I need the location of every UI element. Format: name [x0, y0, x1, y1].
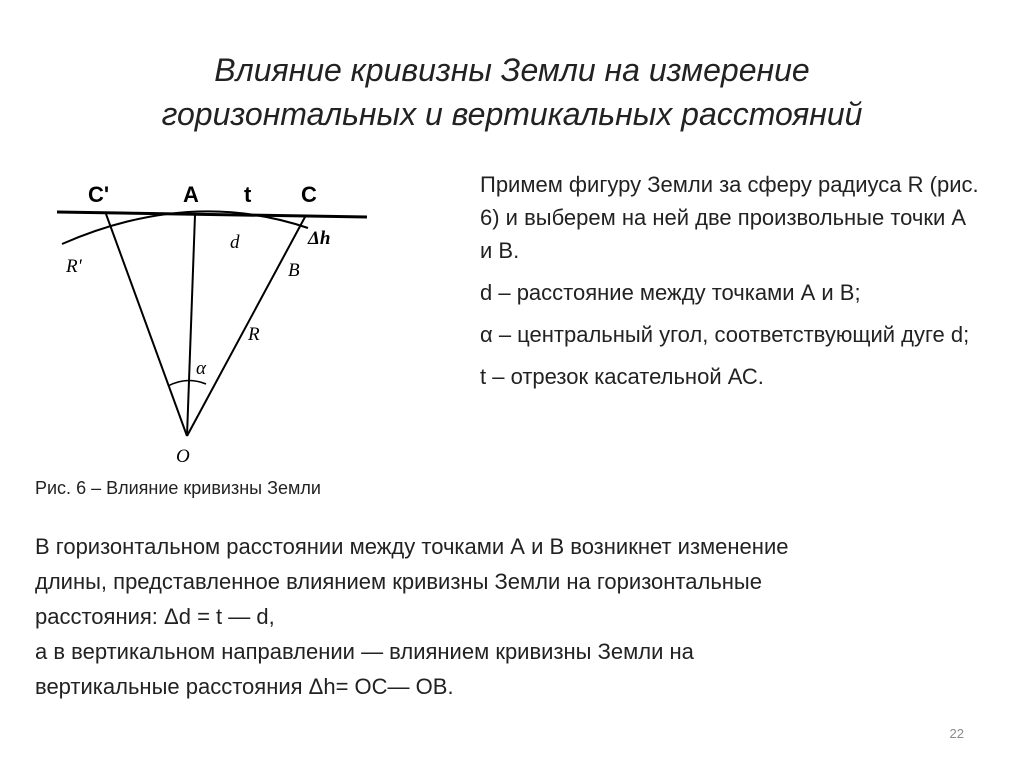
radius-oc-prime — [106, 214, 187, 436]
label-o: O — [176, 446, 190, 467]
label-b: B — [288, 260, 300, 281]
slide-title — [0, 48, 1024, 136]
bottom-line-2: длины, представленное влиянием кривизны Земли на горизонтальные — [35, 569, 762, 594]
label-delta-h: Δh — [308, 228, 331, 249]
tangent-line — [57, 212, 367, 217]
side-paragraph-2: d – расстояние между точками А и В; — [480, 280, 861, 305]
side-paragraph-1: Примем фигуру Земли за сферу радиуса R (рис. 6) и выберем на ней две произвольные точки А и В. — [480, 172, 979, 263]
label-r-prime: R' — [66, 256, 82, 277]
angle-alpha-arc — [168, 380, 206, 386]
bottom-line-1: В горизонтальном расстоянии между точками А и В возникнет изменение — [35, 534, 789, 559]
label-c: C — [301, 182, 317, 207]
side-paragraph-3: α – центральный угол, соответствующий дуге d; — [480, 322, 970, 347]
radius-oc — [187, 217, 305, 436]
bottom-explanation — [35, 529, 995, 704]
title-line-1: Влияние кривизны Земли на измерение — [214, 52, 810, 88]
figure-diagram — [40, 168, 380, 478]
bottom-line-5: вертикальные расстояния Δh= ОС— ОВ. — [35, 674, 454, 699]
label-r: R — [248, 324, 260, 345]
label-alpha: α — [196, 358, 206, 379]
earth-curvature-figure — [40, 168, 380, 478]
label-d: d — [230, 232, 240, 253]
side-description — [480, 168, 980, 402]
figure-caption: Рис. 6 – Влияние кривизны Земли — [35, 478, 321, 498]
side-paragraph-4: t – отрезок касательной АС. — [480, 364, 764, 389]
label-c-prime: C' — [88, 182, 110, 207]
label-t: t — [244, 182, 252, 207]
bottom-line-4: а в вертикальном направлении — влиянием кривизны Земли на — [35, 639, 694, 664]
title-line-2: горизонтальных и вертикальных расстояний — [161, 96, 863, 132]
page-number: 22 — [949, 726, 964, 741]
label-a: A — [183, 182, 199, 207]
radius-oa — [187, 215, 195, 436]
bottom-line-3: расстояния: Δd = t — d, — [35, 604, 275, 629]
